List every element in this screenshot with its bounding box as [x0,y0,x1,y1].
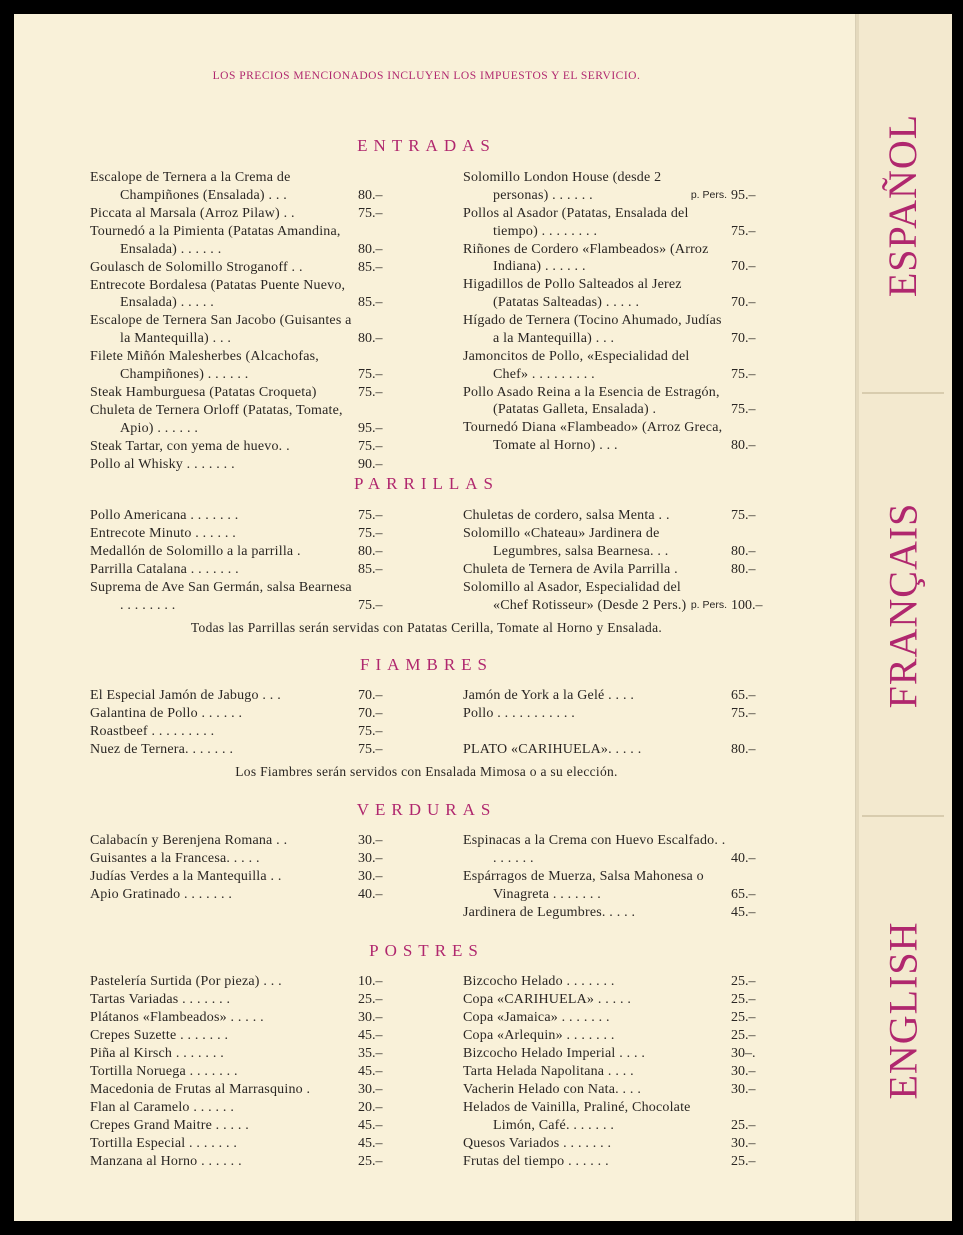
menu-item-price: 45.– [731,904,756,920]
menu-item-price: 75.– [358,438,383,454]
menu-item-price: 30.– [731,1063,756,1079]
menu-item-name: Higadillos de Pollo Salteados al Jerez (Patatas Salteadas) . . . . . [463,277,682,311]
menu-item-price: 95.– [358,420,383,436]
menu-item-name: Espinacas a la Crema con Huevo Escalfado. . . . . . . . [463,833,726,866]
menu-item-price: 20.– [358,1099,383,1115]
menu-item-price: 75.– [358,741,383,757]
menu-item [463,1009,765,1027]
menu-item-name: Apio Gratinado . . . . . . . [90,886,233,902]
menu-item-price: 80.– [731,741,756,757]
menu-item-name: Pollo . . . . . . . . . . . [463,705,575,721]
menu-item [463,1153,765,1171]
menu-item-name: Entrecote Bordalesa (Patatas Puente Nuevo, Ensalada) . . . . . [90,277,346,311]
section-title-fiambres: FIAMBRES [359,655,494,674]
menu-item-name: Plátanos «Flambeados» . . . . . [90,1009,264,1025]
menu-item-name: Crepes Suzette . . . . . . . [90,1027,229,1043]
menu-item-name: Solomillo al Asador, Especialidad del «Chef Rotisseur» (Desde 2 Pers.) [463,579,687,613]
menu-item [90,1153,392,1171]
menu-item-name: Hígado de Ternera (Tocino Ahumado, Judías a la Mantequilla) . . . [463,313,722,346]
menu-item-price: 35.– [358,1045,383,1061]
menu-item-name: Helados de Vainilla, Praliné, Chocolate Limón, Café. . . . . . . [463,1099,691,1133]
menu-item [90,850,392,868]
menu-item [90,169,392,205]
section-title-verduras: VERDURAS [356,800,497,819]
menu-item-name: Piccata al Marsala (Arroz Pilaw) . . [90,205,295,221]
menu-item-name: Guisantes a la Francesa. . . . . [90,850,260,866]
menu-item-name: Pollo al Whisky . . . . . . . [90,456,235,472]
menu-item [90,705,392,723]
menu-item [463,868,765,904]
menu-item-price: 45.– [358,1117,383,1133]
menu-item-name: Escalope de Ternera San Jacobo (Guisantes a la Mantequilla) . . . [90,313,352,347]
menu-item-name: Entrecote Minuto . . . . . . [90,525,236,541]
menu-item-name: Pollos al Asador (Patatas, Ensalada del tiempo) . . . . . . . . [463,205,689,239]
menu-item-name: Calabacín y Berenjena Romana . . [90,833,288,848]
section-title-entradas: ENTRADAS [357,136,496,155]
menu-item-price: 45.– [358,1135,383,1151]
menu-item [463,419,765,455]
menu-item-price: 75.– [358,384,383,400]
per-person-label: p. Pers. [690,598,727,611]
menu-item [90,579,392,615]
menu-item-price: 25.– [358,1153,383,1169]
menu-item [90,1063,392,1081]
menu-item-price: 90.– [358,456,383,472]
menu-item [463,904,765,922]
menu-item [90,886,392,904]
menu-item-price: 25.– [731,991,756,1007]
menu-item-price: 75.– [731,705,756,721]
menu-item-name: El Especial Jamón de Jabugo . . . [90,688,281,703]
section-title-postres: POSTRES [369,941,484,960]
menu-item-price: 10.– [358,974,383,989]
menu-item-price: 80.– [731,543,756,559]
menu-item-price: 30.– [358,850,383,866]
menu-item [90,277,392,313]
menu-item-price: 30.– [731,1081,756,1097]
verduras-right-column [463,832,765,922]
menu-item [463,276,765,312]
section-title-parrillas: PARRILLAS [353,474,499,493]
menu-item [463,1027,765,1045]
menu-item [463,241,765,277]
tab-francais-label: FRANÇAIS [880,502,926,708]
menu-item-price: 75.– [358,723,383,739]
menu-item [90,741,392,759]
menu-item [90,723,392,741]
menu-item-name: Jamón de York a la Gelé . . . . [463,688,635,703]
tab-divider [862,815,944,817]
menu-item [463,169,765,205]
menu-item-price: 30.– [358,1009,383,1025]
menu-item [90,259,392,277]
menu-item [463,507,765,525]
menu-item-name: Steak Tartar, con yema de huevo. . [90,438,290,454]
menu-item-name: Chuleta de Ternera de Avila Parrilla . [463,561,678,577]
menu-item [463,312,765,348]
menu-item-price: 70.– [731,295,756,311]
menu-item [463,1063,765,1081]
menu-item [90,543,392,561]
menu-item-price: 80.– [358,543,383,559]
verduras-left-column [90,832,392,904]
menu-item-price: 75.– [358,366,383,382]
per-person-label: p. Pers. [690,188,727,201]
menu-item-price: 25.– [731,1027,756,1043]
menu-item-name: Goulasch de Solomillo Stroganoff . . [90,259,303,275]
menu-item-name: Tarta Helada Napolitana . . . . [463,1063,634,1079]
menu-item-name: Copa «Arlequin» . . . . . . . [463,1027,615,1043]
menu-item [463,348,765,384]
menu-item-price: 85.– [358,259,383,275]
menu-item [90,402,392,438]
menu-item-name: Flan al Caramelo . . . . . . [90,1099,235,1115]
tab-espanol[interactable] [855,110,951,300]
menu-item-name: Piña al Kirsch . . . . . . . [90,1045,224,1061]
postres-left-column [90,973,392,1171]
menu-item [90,832,392,850]
menu-item-price: 70.– [731,330,756,346]
menu-item-price: 65.– [731,688,756,703]
menu-item [90,384,392,402]
menu-item-name: Bizcocho Helado . . . . . . . [463,974,615,989]
menu-item [90,1045,392,1063]
menu-item-name: Chuletas de cordero, salsa Menta . . [463,508,670,523]
menu-item-price: 30.– [358,868,383,884]
menu-item-price: 80.– [731,438,756,454]
fiambres-left-column [90,687,392,759]
menu-item [90,561,392,579]
menu-item-price: 80.– [358,331,383,347]
menu-item-name: Pollo Asado Reina a la Esencia de Estragón, (Patatas Galleta, Ensalada) . [463,384,720,418]
menu-item-name: Quesos Variados . . . . . . . [463,1135,612,1151]
menu-item [463,579,765,615]
menu-item-name: Pastelería Surtida (Por pieza) . . . [90,974,282,989]
tab-espanol-label: ESPAÑOL [880,113,926,297]
menu-item-price: 85.– [358,561,383,577]
menu-item-price: 80.– [731,561,756,577]
menu-item-price: 95.– [731,187,756,203]
menu-item-price: 75.– [358,508,383,523]
fiambres-right-column [463,687,765,759]
menu-item-name: Crepes Grand Maitre . . . . . [90,1117,249,1133]
menu-item-price: 25.– [731,1117,756,1133]
menu-item-name: Solomillo London House (desde 2 personas) . . . . . . [463,170,662,203]
menu-item-price: 75.– [731,508,756,523]
menu-item [90,507,392,525]
menu-item-price: 40.– [731,850,756,866]
menu-item-name: Chuleta de Ternera Orloff (Patatas, Tomate, Apio) . . . . . . [90,402,343,436]
menu-item [90,348,392,384]
menu-item [463,205,765,241]
menu-item-name: Judías Verdes a la Mantequilla . . [90,868,282,884]
menu-item-name: Jardinera de Legumbres. . . . . [463,904,636,920]
menu-item-price: 25.– [731,1153,756,1169]
menu-item-name: Tortilla Especial . . . . . . . [90,1135,238,1151]
menu-item-price: 75.– [731,402,756,418]
menu-item [463,1099,765,1135]
menu-item-price: 75.– [358,525,383,541]
parrillas-right-column [463,507,765,615]
menu-item [463,741,765,759]
menu-item-name: Roastbeef . . . . . . . . . [90,723,215,739]
menu-item [90,205,392,223]
postres-right-column [463,973,765,1171]
menu-item [90,973,392,991]
menu-item-price: 70.– [358,688,383,703]
menu-item-name: Manzana al Horno . . . . . . [90,1153,242,1169]
menu-item-name: Copa «CARIHUELA» . . . . . [463,991,632,1007]
menu-item-name: Galantina de Pollo . . . . . . [90,705,243,721]
menu-item [90,1117,392,1135]
menu-item [90,687,392,705]
menu-item [90,438,392,456]
menu-item [463,384,765,420]
menu-item-name: Medallón de Solomillo a la parrilla . [90,543,301,559]
menu-item [463,525,765,561]
menu-item-price: 25.– [731,974,756,989]
menu-item [90,312,392,348]
menu-item-price: 70.– [731,259,756,275]
menu-item-name: Tournedó Diana «Flambeado» (Arroz Greca, Tomate al Horno) . . . [463,420,723,454]
menu-item-price: 25.– [358,991,383,1007]
menu-item [463,687,765,705]
menu-item-price: 80.– [358,187,383,203]
menu-item-name: Vacherin Helado con Nata. . . . [463,1081,642,1097]
menu-item-name: Steak Hamburguesa (Patatas Croqueta) [90,384,317,400]
menu-item-price: 75.– [358,597,383,613]
menu-item-name: Espárragos de Muerza, Salsa Mahonesa o Vinagreta . . . . . . . [463,868,704,902]
menu-item-name: Tortilla Noruega . . . . . . . [90,1063,238,1079]
menu-item [463,1045,765,1063]
menu-item-price: 30.– [731,1135,756,1151]
tab-english[interactable] [855,905,951,1115]
tab-francais[interactable] [855,500,951,710]
parrillas-note: Todas las Parrillas serán servidas con Patatas Cerilla, Tomate al Horno y Ensalada. [190,620,663,635]
tax-notice: LOS PRECIOS MENCIONADOS INCLUYEN LOS IMPUESTOS Y EL SERVICIO. [212,70,641,82]
menu-item [90,525,392,543]
menu-item-price: 25.– [731,1009,756,1025]
menu-item-price: 100.– [731,597,763,613]
menu-item-name: Solomillo «Chateau» Jardinera de Legumbres, salsa Bearnesa. . . [463,525,669,559]
menu-item-name: Jamoncitos de Pollo, «Especialidad del Chef» . . . . . . . . . [463,348,690,382]
menu-item-price: 75.– [731,223,756,239]
menu-item [90,456,392,474]
parrillas-left-column [90,507,392,615]
menu-item-price: 45.– [358,1027,383,1043]
menu-item-name [463,723,727,741]
menu-item-name: PLATO «CARIHUELA». . . . . [463,741,642,757]
menu-item-name: Tournedó a la Pimienta (Patatas Amandina, Ensalada) . . . . . . [90,223,341,257]
menu-item-price: 70.– [358,705,383,721]
menu-item-name: Copa «Jamaica» . . . . . . . [463,1009,610,1025]
menu-item [463,973,765,991]
menu-item-price: 75.– [731,366,756,382]
menu-item [90,1135,392,1153]
menu-item [90,1081,392,1099]
menu-item-price: 30.– [358,1081,383,1097]
menu-item [463,723,765,741]
menu-item-price: 45.– [358,1063,383,1079]
tab-english-label: ENGLISH [880,920,926,1100]
menu-item-name: Frutas del tiempo . . . . . . [463,1153,609,1169]
menu-item [90,1099,392,1117]
menu-item [463,832,765,868]
menu-item-name: Pollo Americana . . . . . . . [90,508,239,523]
menu-item-name: Tartas Variadas . . . . . . . [90,991,231,1007]
menu-item [463,1135,765,1153]
fiambres-note: Los Fiambres serán servidos con Ensalada Mimosa o a su elección. [235,764,618,779]
menu-item-price: 30.– [358,833,383,848]
menu-item-name: Parrilla Catalana . . . . . . . [90,561,239,577]
menu-item [90,1027,392,1045]
menu-item [463,1081,765,1099]
menu-item-price: 65.– [731,886,756,902]
entradas-left-column [90,169,392,474]
menu-item [463,991,765,1009]
menu-item [463,705,765,723]
menu-item-name: Suprema de Ave San Germán, salsa Bearnesa . . . . . . . . [90,579,352,613]
menu-item-name: Nuez de Ternera. . . . . . . [90,741,234,757]
tab-divider [862,392,944,394]
menu-item [90,223,392,259]
menu-item-price: 30–. [731,1045,756,1061]
menu-item [90,1009,392,1027]
menu-item-price: 80.– [358,241,383,257]
menu-item-name: Bizcocho Helado Imperial . . . . [463,1045,646,1061]
entradas-right-column [463,169,765,455]
menu-item-name: Escalope de Ternera a la Crema de Champiñones (Ensalada) . . . [90,170,291,203]
menu-item [463,561,765,579]
menu-item [90,868,392,886]
menu-item [90,991,392,1009]
menu-item-price: 75.– [358,205,383,221]
menu-item-name: Filete Miñón Malesherbes (Alcachofas, Champiñones) . . . . . . [90,349,320,382]
menu-item-price: 85.– [358,295,383,311]
menu-item-name: Riñones de Cordero «Flambeados» (Arroz Indiana) . . . . . . [463,241,709,275]
menu-item-name: Macedonia de Frutas al Marrasquino . [90,1081,311,1097]
menu-item-price: 40.– [358,886,383,902]
